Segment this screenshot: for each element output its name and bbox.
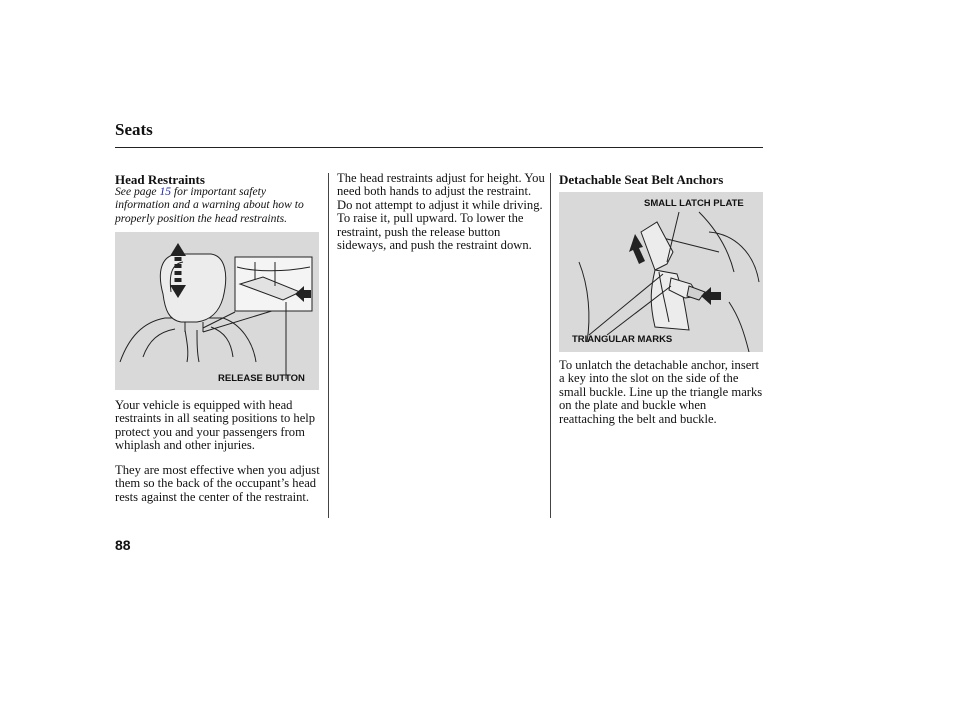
middle-paragraph: The head restraints adjust for height. You need both hands to adjust the restraint. Do not attempt to adjust it while driving. To raise it, pull upward. To lower the restraint, push the release button sideways, and push the restraint down. <box>337 171 545 253</box>
safety-note-suffix: for important safety information and a warning about how to properly position the head restraints. <box>115 185 304 225</box>
left-paragraph-1: Your vehicle is equipped with head restraints in all seating positions to help protect you and your passengers from whiplash and other injuries. <box>115 398 316 453</box>
page-number: 88 <box>115 537 131 553</box>
safety-note <box>115 185 323 225</box>
title-divider <box>115 147 763 148</box>
small-latch-plate-label: SMALL LATCH PLATE <box>644 198 744 209</box>
head-restraints-heading: Head Restraints <box>115 172 205 187</box>
column-divider-right <box>550 173 551 518</box>
safety-note-prefix: See page <box>115 185 160 198</box>
left-paragraph-2: They are most effective when you adjust them so the back of the occupant’s head rests against the center of the restraint. <box>115 463 320 504</box>
page-title: Seats <box>115 120 153 139</box>
seat-belt-anchors-heading: Detachable Seat Belt Anchors <box>559 172 724 187</box>
head-restraint-illustration <box>115 232 319 390</box>
column-divider-left <box>328 173 329 518</box>
head-restraint-figure <box>115 232 319 390</box>
seat-belt-anchor-figure <box>559 192 763 352</box>
release-button-label: RELEASE BUTTON <box>218 373 305 384</box>
page-15-link[interactable]: 15 <box>159 185 172 198</box>
triangular-marks-label: TRIANGULAR MARKS <box>572 334 673 345</box>
seat-belt-anchor-illustration <box>559 192 763 352</box>
right-paragraph: To unlatch the detachable anchor, insert a key into the slot on the side of the small buckle. Line up the triangle marks on the plate and buckle when reattaching the belt and buckle. <box>559 358 763 426</box>
